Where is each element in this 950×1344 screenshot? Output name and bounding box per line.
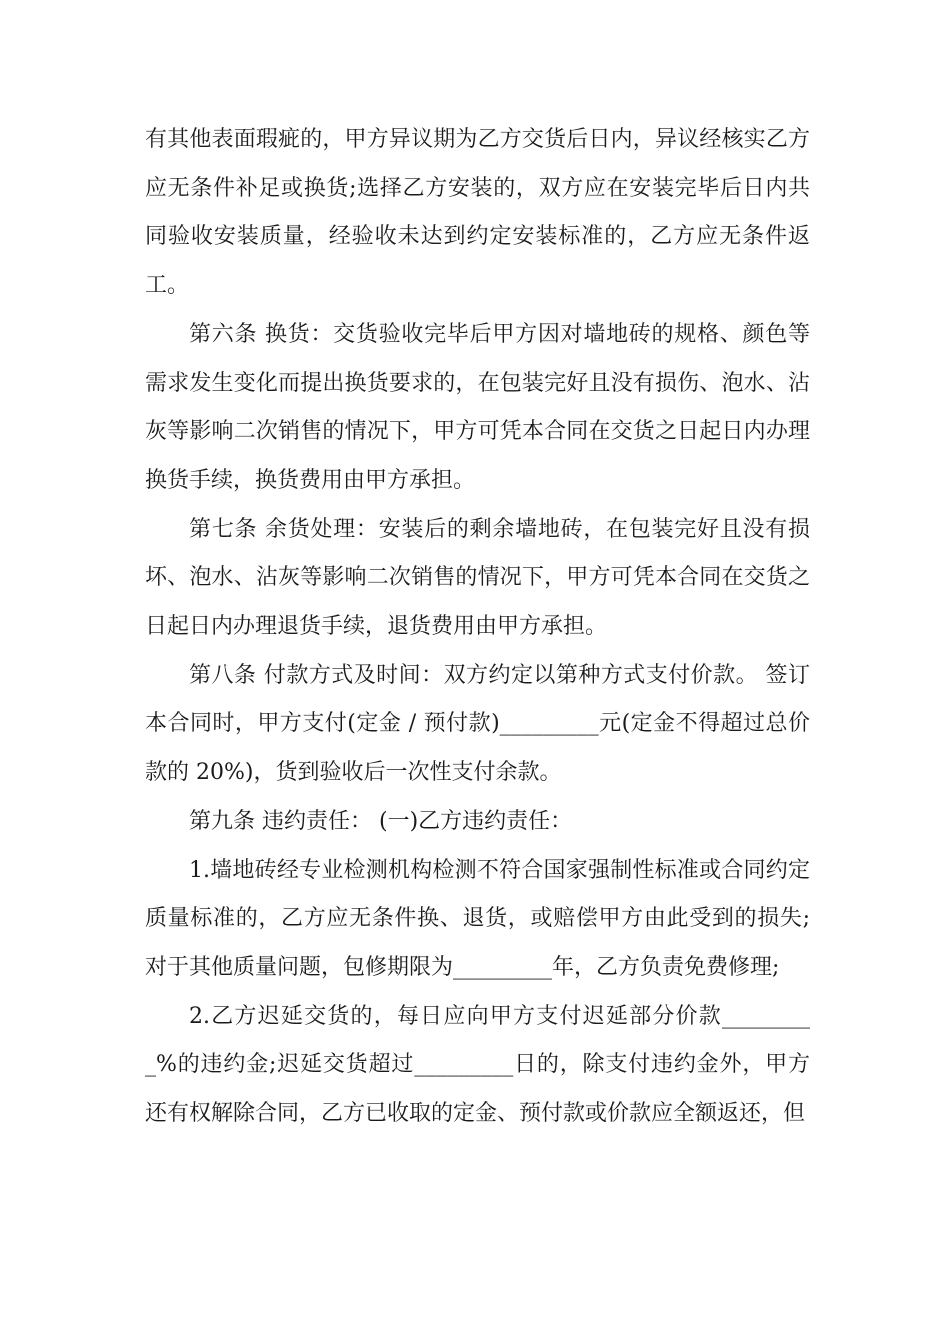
paragraph-clause-1-quality: 1.墙地砖经专业检测机构检测不符合国家强制性标准或合同约定质量标准的，乙方应无条件换、退货，或赔偿甲方由此受到的损失;对于其他质量问题，包修期限为_________年，乙方负责免费修理; xyxy=(145,857,810,980)
paragraph-article-9-liability: 第九条 违约责任： (一)乙方违约责任： xyxy=(189,808,573,834)
paragraph-clause-2-delay: 2.乙方迟延交货的，每日应向甲方支付迟延部分价款_________%的违约金;迟延交货超过_________日的，除支付违约金外，甲方还有权解除合同，乙方已收取的定金、预付款或价款应全额返还，但 xyxy=(145,1003,810,1127)
paragraph-article-8-payment: 第八条 付款方式及时间：双方约定以第种方式支付价款。 签订本合同时，甲方支付(定金 / 预付款)_________元(定金不得超过总价款的 20%)，货到验收后一次性支付余款。 xyxy=(145,662,810,786)
paragraph-quality-objection: 有其他表面瑕疵的，甲方异议期为乙方交货后日内，异议经核实乙方应无条件补足或换货;选择乙方安装的，双方应在安装完毕后日内共同验收安装质量，经验收未达到约定安装标准的，乙方应无条件返工。 xyxy=(145,127,810,299)
paragraph-article-6-exchange: 第六条 换货：交货验收完毕后甲方因对墙地砖的规格、颜色等需求发生变化而提出换货要求的，在包装完好且没有损伤、泡水、沾灰等影响二次销售的情况下，甲方可凭本合同在交货之日起日内办理换货手续，换货费用由甲方承担。 xyxy=(145,321,810,493)
contract-body xyxy=(145,116,810,1139)
paragraph-article-7-surplus: 第七条 余货处理：安装后的剩余墙地砖，在包装完好且没有损坏、泡水、沾灰等影响二次销售的情况下，甲方可凭本合同在交货之日起日内办理退货手续，退货费用由甲方承担。 xyxy=(145,516,810,640)
